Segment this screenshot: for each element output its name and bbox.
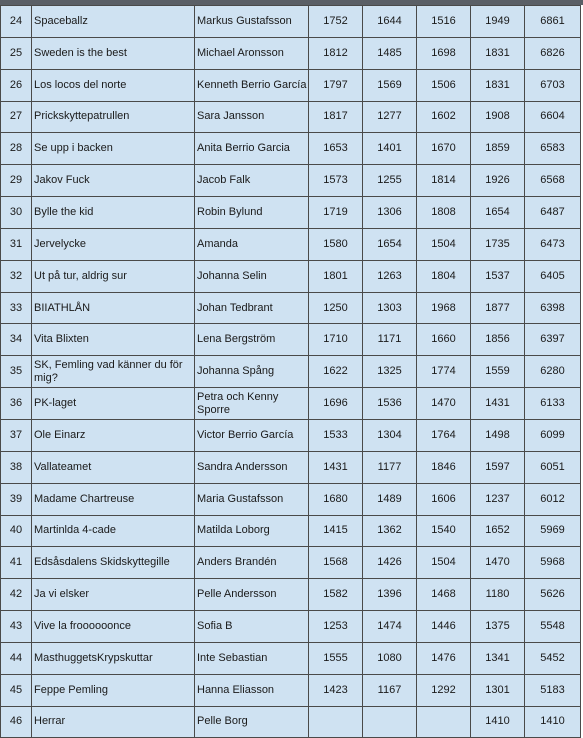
rank-cell: 29	[1, 165, 32, 197]
score-2-cell	[363, 706, 417, 738]
total-score-cell: 6487	[525, 197, 581, 229]
score-4-cell: 1949	[471, 6, 525, 38]
score-2-cell: 1654	[363, 228, 417, 260]
total-score-cell: 5548	[525, 611, 581, 643]
team-name-cell: Herrar	[32, 706, 195, 738]
team-name-cell: Sweden is the best	[32, 37, 195, 69]
score-1-cell: 1653	[309, 133, 363, 165]
score-4-cell: 1237	[471, 483, 525, 515]
table-row	[1, 6, 581, 38]
owner-name-cell: Anita Berrio Garcia	[195, 133, 309, 165]
total-score-cell: 5968	[525, 547, 581, 579]
score-3-cell: 1774	[417, 356, 471, 388]
standings-table	[0, 5, 581, 738]
score-1-cell: 1817	[309, 101, 363, 133]
owner-name-cell: Markus Gustafsson	[195, 6, 309, 38]
rank-cell: 40	[1, 515, 32, 547]
score-4-cell: 1341	[471, 642, 525, 674]
score-3-cell: 1602	[417, 101, 471, 133]
owner-name-cell: Jacob Falk	[195, 165, 309, 197]
total-score-cell: 6861	[525, 6, 581, 38]
total-score-cell: 5183	[525, 674, 581, 706]
score-4-cell: 1180	[471, 579, 525, 611]
score-3-cell: 1476	[417, 642, 471, 674]
owner-name-cell: Maria Gustafsson	[195, 483, 309, 515]
owner-name-cell: Anders Brandén	[195, 547, 309, 579]
standings-rows	[1, 6, 581, 738]
table-row	[1, 260, 581, 292]
score-3-cell: 1764	[417, 419, 471, 451]
total-score-cell: 6051	[525, 451, 581, 483]
score-4-cell: 1908	[471, 101, 525, 133]
score-1-cell: 1719	[309, 197, 363, 229]
score-2-cell: 1536	[363, 388, 417, 420]
rank-cell: 34	[1, 324, 32, 356]
rank-cell: 42	[1, 579, 32, 611]
owner-name-cell: Inte Sebastian	[195, 642, 309, 674]
table-row	[1, 611, 581, 643]
score-1-cell: 1812	[309, 37, 363, 69]
score-2-cell: 1485	[363, 37, 417, 69]
score-4-cell: 1831	[471, 37, 525, 69]
team-name-cell: Feppe Pemling	[32, 674, 195, 706]
score-1-cell: 1752	[309, 6, 363, 38]
score-3-cell: 1804	[417, 260, 471, 292]
table-row	[1, 706, 581, 738]
total-score-cell: 5452	[525, 642, 581, 674]
score-4-cell: 1375	[471, 611, 525, 643]
score-4-cell: 1859	[471, 133, 525, 165]
owner-name-cell: Pelle Borg	[195, 706, 309, 738]
score-2-cell: 1304	[363, 419, 417, 451]
score-4-cell: 1735	[471, 228, 525, 260]
total-score-cell: 6703	[525, 69, 581, 101]
table-row	[1, 674, 581, 706]
team-name-cell: Se upp i backen	[32, 133, 195, 165]
table-row	[1, 228, 581, 260]
score-1-cell: 1253	[309, 611, 363, 643]
score-3-cell: 1968	[417, 292, 471, 324]
score-1-cell: 1573	[309, 165, 363, 197]
table-row	[1, 324, 581, 356]
score-1-cell: 1582	[309, 579, 363, 611]
team-name-cell: Vita Blixten	[32, 324, 195, 356]
score-1-cell: 1555	[309, 642, 363, 674]
rank-cell: 35	[1, 356, 32, 388]
score-4-cell: 1498	[471, 419, 525, 451]
score-3-cell	[417, 706, 471, 738]
rank-cell: 43	[1, 611, 32, 643]
total-score-cell: 6398	[525, 292, 581, 324]
score-2-cell: 1171	[363, 324, 417, 356]
table-row	[1, 101, 581, 133]
table-row	[1, 37, 581, 69]
owner-name-cell: Robin Bylund	[195, 197, 309, 229]
score-3-cell: 1468	[417, 579, 471, 611]
score-3-cell: 1292	[417, 674, 471, 706]
score-3-cell: 1606	[417, 483, 471, 515]
team-name-cell: Martinlda 4-cade	[32, 515, 195, 547]
score-1-cell: 1431	[309, 451, 363, 483]
score-3-cell: 1670	[417, 133, 471, 165]
team-name-cell: Spaceballz	[32, 6, 195, 38]
score-3-cell: 1470	[417, 388, 471, 420]
owner-name-cell: Sofia B	[195, 611, 309, 643]
rank-cell: 46	[1, 706, 32, 738]
rank-cell: 31	[1, 228, 32, 260]
score-1-cell: 1622	[309, 356, 363, 388]
rank-cell: 39	[1, 483, 32, 515]
total-score-cell: 5969	[525, 515, 581, 547]
score-1-cell: 1533	[309, 419, 363, 451]
table-row	[1, 419, 581, 451]
team-name-cell: Bylle the kid	[32, 197, 195, 229]
score-2-cell: 1426	[363, 547, 417, 579]
owner-name-cell: Victor Berrio García	[195, 419, 309, 451]
score-4-cell: 1410	[471, 706, 525, 738]
score-2-cell: 1396	[363, 579, 417, 611]
owner-name-cell: Pelle Andersson	[195, 579, 309, 611]
rank-cell: 25	[1, 37, 32, 69]
owner-name-cell: Kenneth Berrio García	[195, 69, 309, 101]
team-name-cell: Jervelycke	[32, 228, 195, 260]
total-score-cell: 1410	[525, 706, 581, 738]
score-4-cell: 1652	[471, 515, 525, 547]
score-4-cell: 1559	[471, 356, 525, 388]
team-name-cell: Edsåsdalens Skidskyttegille	[32, 547, 195, 579]
rank-cell: 33	[1, 292, 32, 324]
score-1-cell: 1415	[309, 515, 363, 547]
score-2-cell: 1325	[363, 356, 417, 388]
team-name-cell: Vallateamet	[32, 451, 195, 483]
owner-name-cell: Lena Bergström	[195, 324, 309, 356]
rank-cell: 32	[1, 260, 32, 292]
table-row	[1, 483, 581, 515]
score-3-cell: 1504	[417, 228, 471, 260]
rank-cell: 41	[1, 547, 32, 579]
score-3-cell: 1846	[417, 451, 471, 483]
rank-cell: 36	[1, 388, 32, 420]
rank-cell: 37	[1, 419, 32, 451]
score-4-cell: 1926	[471, 165, 525, 197]
score-4-cell: 1470	[471, 547, 525, 579]
score-4-cell: 1597	[471, 451, 525, 483]
rank-cell: 24	[1, 6, 32, 38]
score-3-cell: 1516	[417, 6, 471, 38]
score-4-cell: 1301	[471, 674, 525, 706]
total-score-cell: 6583	[525, 133, 581, 165]
score-1-cell: 1797	[309, 69, 363, 101]
score-1-cell: 1250	[309, 292, 363, 324]
total-score-cell: 6280	[525, 356, 581, 388]
table-row	[1, 133, 581, 165]
rank-cell: 44	[1, 642, 32, 674]
team-name-cell: MasthuggetsKrypskuttar	[32, 642, 195, 674]
owner-name-cell: Amanda	[195, 228, 309, 260]
total-score-cell: 5626	[525, 579, 581, 611]
rank-cell: 38	[1, 451, 32, 483]
team-name-cell: BIIATHLÅN	[32, 292, 195, 324]
total-score-cell: 6604	[525, 101, 581, 133]
team-name-cell: Los locos del norte	[32, 69, 195, 101]
owner-name-cell: Johan Tedbrant	[195, 292, 309, 324]
team-name-cell: Ut på tur, aldrig sur	[32, 260, 195, 292]
score-2-cell: 1263	[363, 260, 417, 292]
score-1-cell: 1580	[309, 228, 363, 260]
table-row	[1, 515, 581, 547]
owner-name-cell: Sara Jansson	[195, 101, 309, 133]
total-score-cell: 6397	[525, 324, 581, 356]
rank-cell: 26	[1, 69, 32, 101]
team-name-cell: Madame Chartreuse	[32, 483, 195, 515]
table-row	[1, 642, 581, 674]
rank-cell: 30	[1, 197, 32, 229]
owner-name-cell: Petra och Kenny Sporre	[195, 388, 309, 420]
score-2-cell: 1362	[363, 515, 417, 547]
score-4-cell: 1537	[471, 260, 525, 292]
score-1-cell	[309, 706, 363, 738]
table-row	[1, 547, 581, 579]
score-3-cell: 1504	[417, 547, 471, 579]
score-4-cell: 1654	[471, 197, 525, 229]
score-4-cell: 1856	[471, 324, 525, 356]
score-3-cell: 1814	[417, 165, 471, 197]
score-1-cell: 1423	[309, 674, 363, 706]
team-name-cell: Ole Einarz	[32, 419, 195, 451]
score-4-cell: 1877	[471, 292, 525, 324]
score-2-cell: 1401	[363, 133, 417, 165]
table-row	[1, 197, 581, 229]
score-3-cell: 1540	[417, 515, 471, 547]
score-2-cell: 1489	[363, 483, 417, 515]
score-3-cell: 1660	[417, 324, 471, 356]
owner-name-cell: Johanna Selin	[195, 260, 309, 292]
score-1-cell: 1801	[309, 260, 363, 292]
team-name-cell: SK, Femling vad känner du för mig?	[32, 356, 195, 388]
score-1-cell: 1568	[309, 547, 363, 579]
team-name-cell: Prickskyttepatrullen	[32, 101, 195, 133]
owner-name-cell: Michael Aronsson	[195, 37, 309, 69]
total-score-cell: 6012	[525, 483, 581, 515]
score-4-cell: 1431	[471, 388, 525, 420]
score-3-cell: 1446	[417, 611, 471, 643]
score-3-cell: 1506	[417, 69, 471, 101]
score-1-cell: 1696	[309, 388, 363, 420]
score-1-cell: 1710	[309, 324, 363, 356]
table-row	[1, 165, 581, 197]
owner-name-cell: Hanna Eliasson	[195, 674, 309, 706]
team-name-cell: PK-laget	[32, 388, 195, 420]
total-score-cell: 6405	[525, 260, 581, 292]
score-3-cell: 1808	[417, 197, 471, 229]
total-score-cell: 6099	[525, 419, 581, 451]
total-score-cell: 6473	[525, 228, 581, 260]
score-2-cell: 1080	[363, 642, 417, 674]
score-3-cell: 1698	[417, 37, 471, 69]
rank-cell: 27	[1, 101, 32, 133]
table-row	[1, 451, 581, 483]
owner-name-cell: Sandra Andersson	[195, 451, 309, 483]
team-name-cell: Jakov Fuck	[32, 165, 195, 197]
team-name-cell: Ja vi elsker	[32, 579, 195, 611]
score-2-cell: 1255	[363, 165, 417, 197]
team-name-cell: Vive la froooooonce	[32, 611, 195, 643]
total-score-cell: 6133	[525, 388, 581, 420]
score-1-cell: 1680	[309, 483, 363, 515]
owner-name-cell: Matilda Loborg	[195, 515, 309, 547]
score-2-cell: 1569	[363, 69, 417, 101]
total-score-cell: 6568	[525, 165, 581, 197]
score-2-cell: 1474	[363, 611, 417, 643]
table-row	[1, 292, 581, 324]
score-2-cell: 1177	[363, 451, 417, 483]
score-2-cell: 1277	[363, 101, 417, 133]
score-2-cell: 1306	[363, 197, 417, 229]
table-row	[1, 388, 581, 420]
table-row	[1, 579, 581, 611]
score-2-cell: 1167	[363, 674, 417, 706]
score-2-cell: 1303	[363, 292, 417, 324]
score-4-cell: 1831	[471, 69, 525, 101]
table-row	[1, 69, 581, 101]
rank-cell: 45	[1, 674, 32, 706]
total-score-cell: 6826	[525, 37, 581, 69]
table-row	[1, 356, 581, 388]
score-2-cell: 1644	[363, 6, 417, 38]
owner-name-cell: Johanna Spång	[195, 356, 309, 388]
rank-cell: 28	[1, 133, 32, 165]
